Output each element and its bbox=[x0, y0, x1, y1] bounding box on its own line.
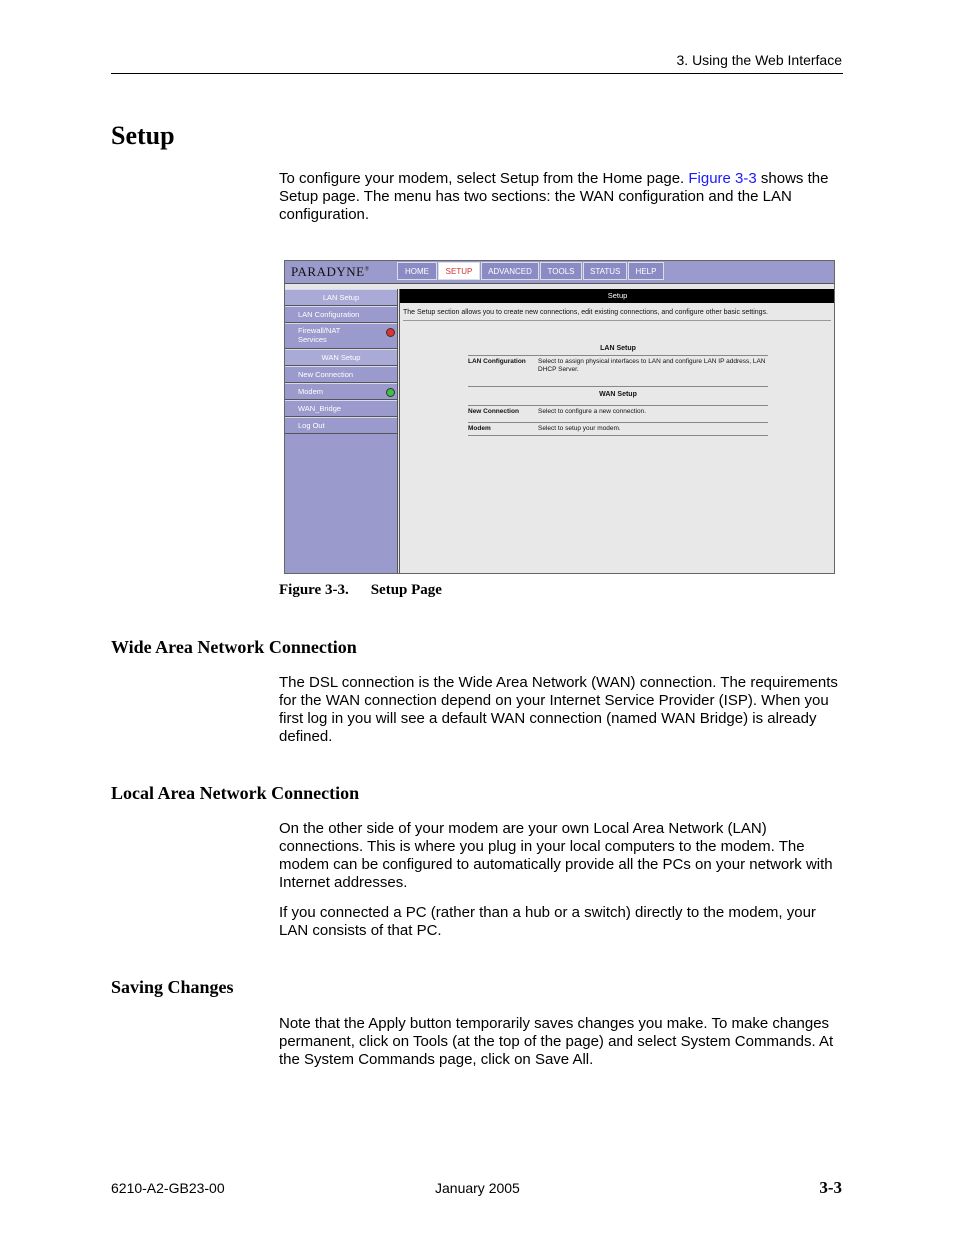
sidebar-item-label: Modem bbox=[298, 387, 324, 396]
footer-doc-number: 6210-A2-GB23-00 bbox=[111, 1180, 225, 1196]
figure-sidebar bbox=[285, 289, 398, 573]
section-heading-saving: Saving Changes bbox=[111, 977, 234, 997]
sidebar-item-modem[interactable] bbox=[285, 383, 397, 400]
content-intro: The Setup section allows you to create new connections, edit existing connections, and configure other basic settings. bbox=[403, 309, 831, 321]
sidebar-section-wan-setup: WAN Setup bbox=[285, 349, 397, 366]
content-title-bar: Setup bbox=[400, 289, 835, 303]
figure-top-bar bbox=[285, 261, 834, 284]
footer-page-number: 3-3 bbox=[819, 1178, 842, 1197]
figure-link[interactable]: Figure 3-3 bbox=[688, 170, 757, 187]
figure-caption bbox=[279, 582, 442, 599]
header-rule bbox=[111, 73, 843, 74]
sidebar-item-log-out[interactable]: Log Out bbox=[285, 417, 397, 434]
section-paragraph: Note that the Apply button temporarily saves changes you make. To make changes permanent, click on Tools (at the top of the page) and select System Commands. At the System Commands page, click on Save All. bbox=[279, 1015, 834, 1068]
status-green-icon bbox=[386, 388, 395, 397]
section-paragraph: If you connected a PC (rather than a hub or a switch) directly to the modem, your LAN consists of that PC. bbox=[279, 904, 816, 939]
intro-text-before: To configure your modem, select Setup from the Home page. bbox=[279, 170, 689, 187]
sidebar-item-firewall-nat[interactable] bbox=[285, 323, 397, 349]
table-row bbox=[468, 355, 768, 374]
table-row bbox=[468, 422, 768, 436]
section-heading-lan: Local Area Network Connection bbox=[111, 783, 360, 803]
sidebar-item-label: Firewall/NAT Services bbox=[298, 326, 341, 344]
intro-text-after: shows the Setup page. The menu has two sections: the WAN configuration and the LAN configuration. bbox=[279, 170, 829, 223]
tab-help[interactable]: HELP bbox=[628, 262, 664, 280]
row-key[interactable]: New Connection bbox=[468, 408, 519, 415]
tab-tools[interactable]: TOOLS bbox=[540, 262, 582, 280]
section-heading-wan: Wide Area Network Connection bbox=[111, 637, 357, 657]
logo-mark: ® bbox=[364, 266, 370, 273]
page-title: Setup bbox=[111, 121, 175, 150]
row-value: Select to setup your modem. bbox=[538, 425, 621, 432]
tab-home[interactable]: HOME bbox=[397, 262, 437, 280]
setup-page-figure bbox=[284, 260, 835, 574]
table-row bbox=[468, 405, 768, 416]
row-key[interactable]: LAN Configuration bbox=[468, 358, 526, 365]
sidebar-item-new-connection[interactable]: New Connection bbox=[285, 366, 397, 383]
wan-setup-table bbox=[468, 386, 768, 436]
row-key[interactable]: Modem bbox=[468, 425, 491, 432]
row-value: Select to assign physical interfaces to LAN and configure LAN IP address, LAN DHCP Server. bbox=[538, 358, 766, 373]
tab-status[interactable]: STATUS bbox=[583, 262, 627, 280]
logo-text: PARADYNE bbox=[291, 264, 365, 279]
caption-number: Figure 3-3. bbox=[279, 582, 349, 598]
status-red-icon bbox=[386, 328, 395, 337]
caption-title: Setup Page bbox=[370, 582, 442, 598]
sidebar-item-lan-configuration[interactable]: LAN Configuration bbox=[285, 306, 397, 323]
running-header: 3. Using the Web Interface bbox=[676, 52, 842, 68]
wan-setup-header: WAN Setup bbox=[599, 391, 637, 398]
footer-date: January 2005 bbox=[435, 1180, 520, 1196]
tab-setup[interactable]: SETUP bbox=[438, 262, 480, 280]
sidebar-section-lan-setup: LAN Setup bbox=[285, 289, 397, 306]
section-paragraph: The DSL connection is the Wide Area Network (WAN) connection. The requirements for the WAN connection depend on your Internet Service Provider (ISP). When you first log in you will see a default WAN connection (named WAN Bridge) is already defined. bbox=[279, 674, 838, 745]
figure-tab-bar bbox=[397, 262, 665, 282]
wan-header-row bbox=[468, 386, 768, 401]
lan-setup-header: LAN Setup bbox=[600, 345, 636, 352]
figure-content bbox=[399, 289, 835, 573]
intro-paragraph bbox=[279, 170, 844, 224]
paradyne-logo bbox=[291, 264, 370, 280]
sidebar-item-wan-bridge[interactable]: WAN_Bridge bbox=[285, 400, 397, 417]
section-paragraph: On the other side of your modem are your own Local Area Network (LAN) connections. This is where you plug in your local computers to the modem. The modem can be configured to automatically provide all the PCs on your network with Internet addresses. bbox=[279, 820, 833, 891]
lan-setup-table bbox=[468, 343, 768, 374]
tab-advanced[interactable]: ADVANCED bbox=[481, 262, 539, 280]
row-value: Select to configure a new connection. bbox=[538, 408, 647, 415]
